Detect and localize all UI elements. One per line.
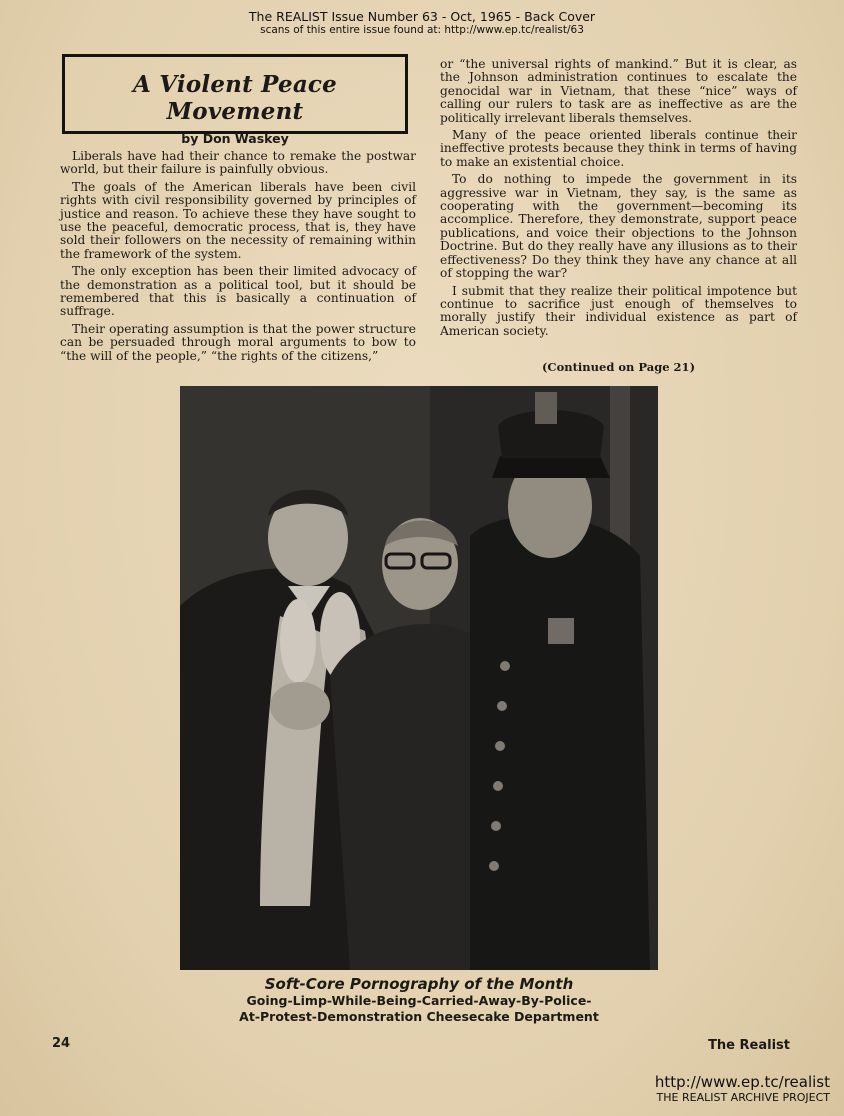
article-paragraph: Their operating assumption is that the power structure can be persuaded through moral arguments to bow to “the will of the people,” “the rights of the citizens,” [60, 321, 416, 363]
article-paragraph: To do nothing to impede the government in its aggressive war in Vietnam, they say, is the same as cooperating with the government—becoming its accomplice. Therefore, they demonstrate, support peace publications, and voice their objections to the Johnson Doctrine. But do they really have any illusions as to their effectiveness? Do they think they have any chance at all of stopping the war? [440, 172, 797, 281]
caption-title: Soft-Core Pornography of the Month [264, 975, 574, 993]
article-title: A Violent Peace Movement [133, 71, 337, 125]
article-paragraph: The goals of the American liberals have been civil rights with civil responsibility governed by principles of justice and reason. To achieve these they have sought to use the peaceful, democratic process, that is, they have sold their followers on the necessity of remaining within the framework of the system. [60, 179, 416, 261]
scan-header [0, 10, 844, 36]
article-paragraph: or “the universal rights of mankind.” But it is clear, as the Johnson administration continues to escalate the genocidal war in Vietnam, that these “nice” ways of calling our rulers to task are as ineffective as are the politically irrelevant liberals themselves. [440, 57, 797, 125]
article-paragraph: The only exception has been their limited advocacy of the demonstration as a political tool, but it should be remembered that this is basically a continuation of suffrage. [60, 264, 416, 319]
archive-watermark [655, 1073, 830, 1104]
article-paragraph: Liberals have had their chance to remake the postwar world, but their failure is painfully obvious. [60, 149, 416, 177]
scan-header-title: The REALIST Issue Number 63 - Oct, 1965 - Back Cover [248, 9, 596, 24]
article-byline: by Don Waskey [181, 131, 289, 146]
magazine-name: The Realist [708, 1038, 790, 1053]
caption-line-2: At-Protest-Demonstration Cheesecake Department [239, 1009, 599, 1024]
scan-header-source: scans of this entire issue found at: http://www.ep.tc/realist/63 [260, 24, 584, 36]
article-column-left [60, 150, 416, 367]
photo-caption [180, 975, 658, 1025]
photo-illustration [180, 386, 658, 970]
article-title-box [62, 54, 408, 146]
article-paragraph: Many of the peace oriented liberals continue their ineffective protests because they think in terms of having to make an existential choice. [440, 128, 797, 169]
article-paragraph: I submit that they realize their political impotence but continue to sacrifice just enough of themselves to morally justify their individual existence as part of American society. [440, 283, 797, 338]
page-number: 24 [52, 1036, 71, 1051]
continued-notice: (Continued on Page 21) [541, 360, 696, 374]
archive-url: http://www.ep.tc/realist [654, 1073, 830, 1091]
news-photo [180, 386, 658, 970]
archive-project: THE REALIST ARCHIVE PROJECT [656, 1091, 830, 1104]
article-column-right [440, 58, 797, 342]
caption-line-1: Going-Limp-While-Being-Carried-Away-By-Police- [246, 993, 592, 1008]
